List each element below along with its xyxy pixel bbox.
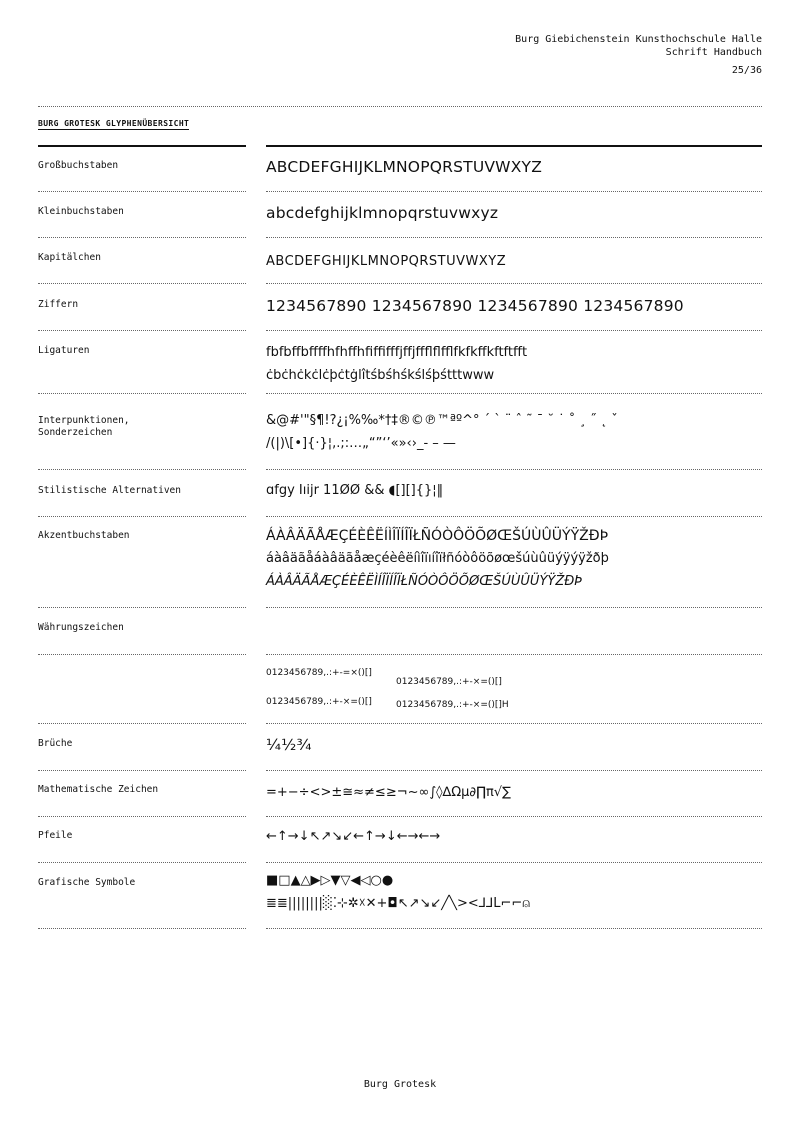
page-footer: Burg Grotesk <box>363 1079 437 1090</box>
row-divider <box>266 928 762 929</box>
label-stylistic-alternates: Stilistische Alternativen <box>38 485 181 496</box>
superscript-figures-c: 0123456789,.:+-×=()[] <box>266 697 372 707</box>
row-divider <box>38 393 246 394</box>
subscript-figures-d: 0123456789,.:+-×=()[]H <box>396 700 509 710</box>
label-accented-letters: Akzentbuchstaben <box>38 530 130 541</box>
label-math: Mathematische Zeichen <box>38 784 159 795</box>
row-divider <box>266 237 762 238</box>
row-divider <box>38 191 246 192</box>
label-lowercase: Kleinbuchstaben <box>38 206 124 217</box>
glyphs-accented-line-3: ÁÀÂÄÃÅÆÇÉÈÊËÌÍÎÏÍÎÏŁÑÓÒÔÖÕØŒŠÚÙÛÜÝŸŽÐÞ <box>266 574 583 589</box>
row-divider <box>38 770 246 771</box>
row-divider <box>266 516 762 517</box>
glyphs-math: =+−÷<>±≅≈≠≤≥¬~∞∫◊∆Ωµ∂∏π√∑ <box>266 785 511 800</box>
label-ligatures: Ligaturen <box>38 345 90 356</box>
row-divider <box>38 723 246 724</box>
row-divider <box>266 607 762 608</box>
glyphs-figures: 1234567890 1234567890 1234567890 1234567890 <box>266 297 684 315</box>
glyphs-lowercase: abcdefghijklmnopqrstuvwxyz <box>266 204 499 222</box>
school-name: Burg Giebichenstein Kunsthochschule Halle <box>515 34 762 45</box>
row-divider <box>266 469 762 470</box>
label-graphic-symbols: Grafische Symbole <box>38 877 136 888</box>
section-title: BURG GROTESK GLYPHENÜBERSICHT <box>38 119 190 128</box>
row-divider <box>266 330 762 331</box>
glyphs-accented-line-2: áàâäãåáàâäãåæçéèêëíìîïıíîïłñóòôöõøœšúùûüýÿýÿžðþ <box>266 551 609 566</box>
row-divider <box>38 654 246 655</box>
glyphs-small-caps: ABCDEFGHIJKLMNOPQRSTUVWXYZ <box>266 254 507 269</box>
row-divider <box>38 469 246 470</box>
glyphs-arrows: ←↑→↓↖↗↘↙←↑→↓←→←→ <box>266 829 441 844</box>
row-divider <box>266 654 762 655</box>
glyphs-stylistic-alternates: ɑfgy Iıijr 11ØØ && ◖[][]{}¦‖ <box>266 483 444 498</box>
header-divider <box>38 106 762 107</box>
row-divider <box>38 516 246 517</box>
row-divider <box>38 862 246 863</box>
row-divider <box>266 770 762 771</box>
row-divider <box>266 862 762 863</box>
label-arrows: Pfeile <box>38 830 73 841</box>
subscript-figures-b: 0123456789,.:+-×=()[] <box>396 677 502 687</box>
label-small-caps: Kapitälchen <box>38 252 101 263</box>
row-divider <box>266 816 762 817</box>
label-punctuation <box>38 415 130 439</box>
glyph-column-rule <box>266 145 762 147</box>
glyphs-graphic-line-2: ≣≣||||||||░⁚⊹✲☓✕+◘↖↗↘↙╱╲><⅃⅃L⌐⌐⍝ <box>266 896 531 911</box>
label-uppercase: Großbuchstaben <box>38 160 119 171</box>
superscript-figures-a: 0123456789,.:+-=×()[] <box>266 668 372 678</box>
row-divider <box>38 237 246 238</box>
row-divider <box>266 393 762 394</box>
label-currency: Währungszeichen <box>38 622 124 633</box>
glyphs-ligatures-line-1: fbfbffbffffhfhffhfiffifffjffjffflflfflfkfkffkftftfft <box>266 345 528 360</box>
row-divider <box>38 607 246 608</box>
row-divider <box>38 283 246 284</box>
page-header <box>515 34 762 78</box>
label-punctuation-line-1: Interpunktionen, <box>38 415 130 426</box>
glyphs-graphic-line-1: ■□▲△▶▷▼▽◀◁○● <box>266 873 394 888</box>
page-number: 25/36 <box>731 65 762 76</box>
label-column-rule <box>38 145 246 147</box>
row-divider <box>266 283 762 284</box>
document-name: Schrift Handbuch <box>665 46 762 58</box>
label-figures: Ziffern <box>38 299 79 310</box>
glyphs-ligatures-line-2: ċbċhċkċlċþċtġlîtśbśhśkślśþśtttwww <box>266 368 495 383</box>
row-divider <box>266 191 762 192</box>
glyphs-fractions: ¼½¾ <box>266 736 312 754</box>
glyphs-punctuation-line-2: /(|)\[•]{·}¦,.;:…„“”‘’«»‹›_‐ – — <box>266 436 456 451</box>
glyphs-punctuation-line-1: &@#'"§¶!?¿¡%‰*†‡®©℗™ªº^° ´ ` ¨ ˆ ˜ ¯ ˘ ˙ ˚ ¸ ˝ ˛ ˇ <box>266 413 618 428</box>
row-divider <box>38 330 246 331</box>
glyphs-accented-line-1: ÁÀÂÄÃÅÆÇÉÈÊËÍÌÎÏÍÎÏŁÑÓÒÔÖÕØŒŠÚÙÛÜÝŸŽÐÞ <box>266 528 609 544</box>
row-divider <box>38 816 246 817</box>
row-divider <box>266 723 762 724</box>
label-punctuation-line-2: Sonderzeichen <box>38 427 113 438</box>
label-fractions: Brüche <box>38 738 73 749</box>
glyphs-uppercase: ABCDEFGHIJKLMNOPQRSTUVWXYZ <box>266 158 543 176</box>
row-divider <box>38 928 246 929</box>
